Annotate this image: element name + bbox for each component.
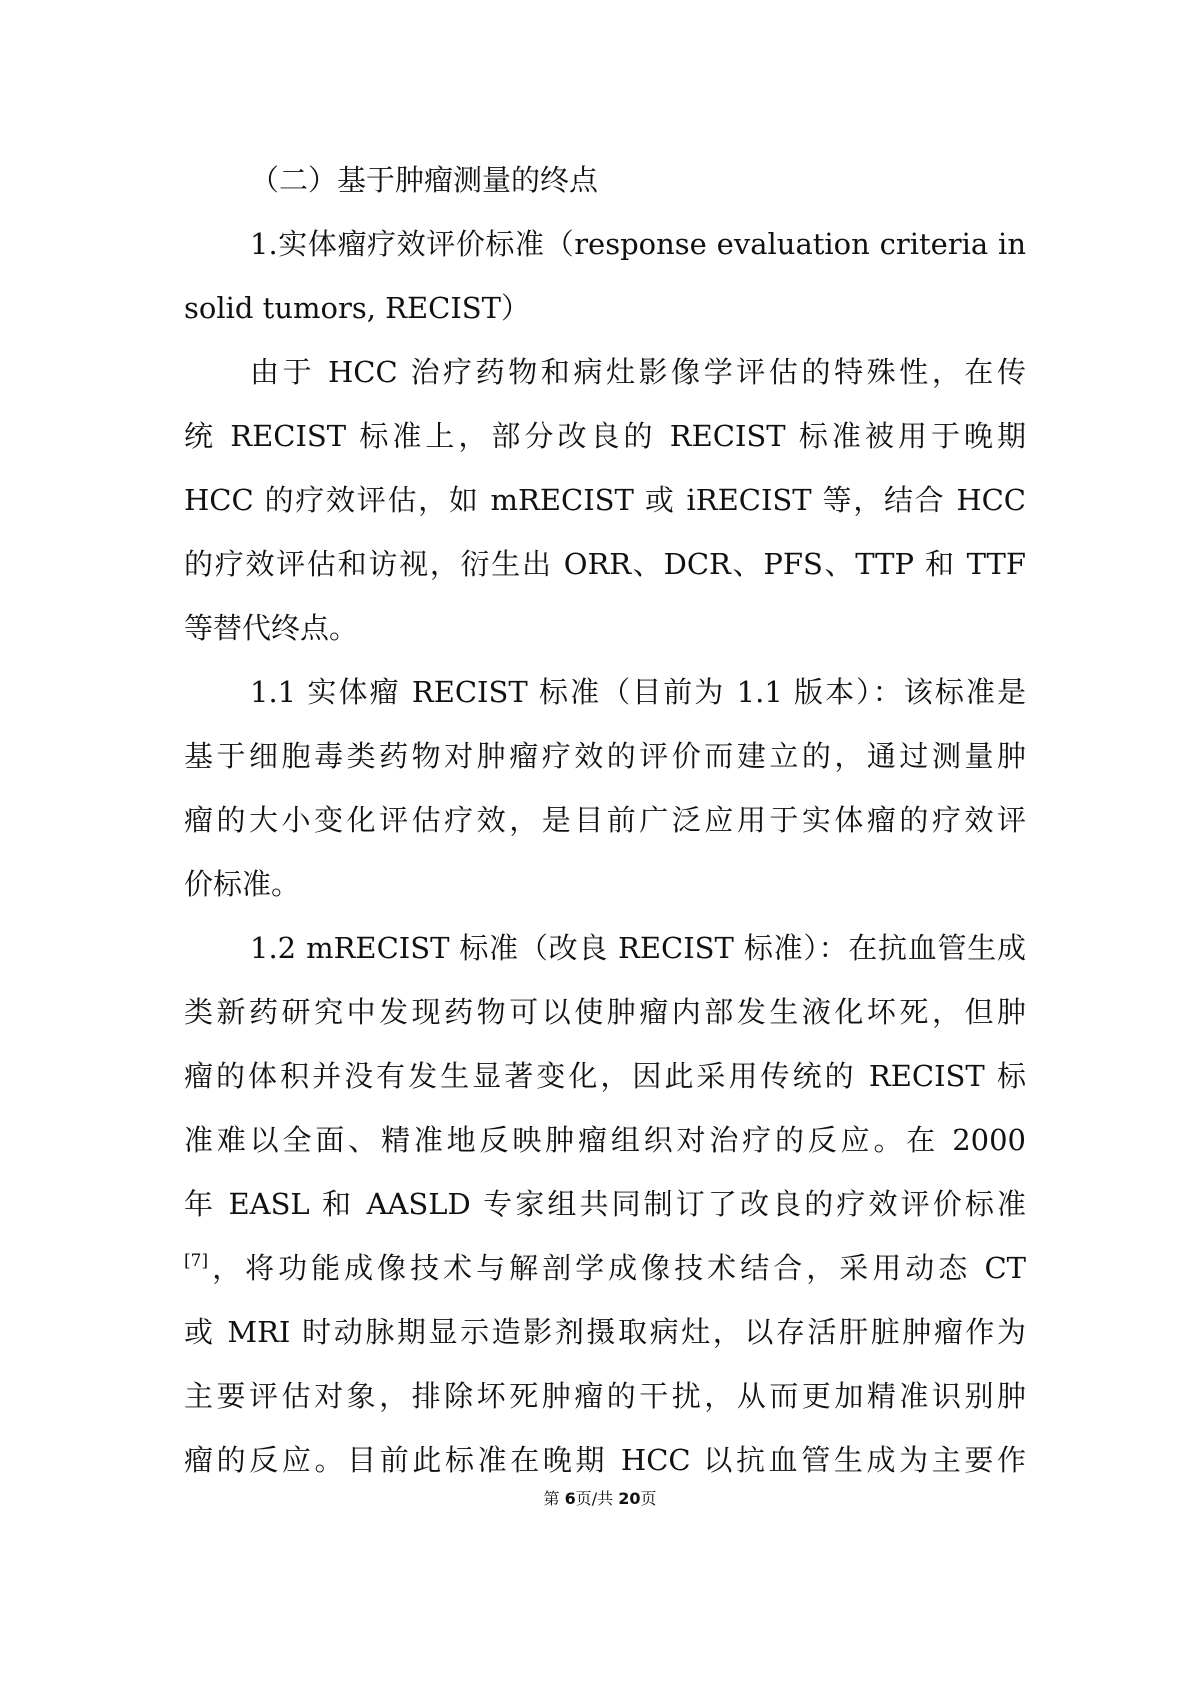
mrecist-line-9: 瘤的反应。目前此标准在晚期 HCC 以抗血管生成为主要作 (184, 1443, 1026, 1477)
footer-suffix: 页 (640, 1489, 657, 1508)
recist-1-1-line-3: 瘤的大小变化评估疗效，是目前广泛应用于实体瘤的疗效评 (184, 803, 1026, 837)
recist-title-line-2: solid tumors, RECIST） (184, 291, 531, 325)
intro-paragraph (184, 340, 1026, 660)
mrecist-line-6-text: ，将功能成像技术与解剖学成像技术结合，采用动态 CT (208, 1251, 1026, 1285)
section-heading: （二）基于肿瘤测量的终点 (250, 163, 599, 197)
intro-line-4: 的疗效评估和访视，衍生出 ORR、DCR、PFS、TTP 和 TTF (184, 547, 1026, 581)
page-footer (0, 1486, 1200, 1509)
intro-line-5: 等替代终点。 (184, 611, 359, 645)
intro-line-2: 统 RECIST 标准上，部分改良的 RECIST 标准被用于晚期 (184, 419, 1026, 453)
intro-line-1: 由于 HCC 治疗药物和病灶影像学评估的特殊性，在传 (250, 355, 1026, 389)
recist-1-1-line-1: 1.1 实体瘤 RECIST 标准（目前为 1.1 版本）：该标准是 (250, 675, 1026, 709)
recist-1-1-paragraph (184, 660, 1026, 916)
mrecist-line-6 (184, 1236, 1026, 1300)
mrecist-line-7: 或 MRI 时动脉期显示造影剂摄取病灶，以存活肝脏肿瘤作为 (184, 1315, 1026, 1349)
page-content (184, 148, 1026, 1492)
citation-reference: [7] (184, 1251, 209, 1271)
mrecist-line-4: 准难以全面、精准地反映肿瘤组织对治疗的反应。在 2000 (184, 1123, 1026, 1157)
intro-line-3: HCC 的疗效评估，如 mRECIST 或 iRECIST 等，结合 HCC (184, 483, 1026, 517)
recist-1-1-line-2: 基于细胞毒类药物对肿瘤疗效的评价而建立的，通过测量肿 (184, 739, 1026, 773)
mrecist-1-2-paragraph (184, 916, 1026, 1492)
mrecist-line-2: 类新药研究中发现药物可以使肿瘤内部发生液化坏死，但肿 (184, 995, 1026, 1029)
footer-current-page: 6 (564, 1489, 576, 1508)
recist-1-1-line-4: 价标准。 (184, 867, 301, 901)
recist-title-line-1: 1.实体瘤疗效评价标准（response evaluation criteria in (250, 227, 1026, 261)
footer-middle: 页/共 (575, 1489, 619, 1508)
mrecist-line-3: 瘤的体积并没有发生显著变化，因此采用传统的 RECIST 标 (184, 1059, 1026, 1093)
footer-total-pages: 20 (618, 1489, 641, 1508)
recist-title-paragraph (184, 212, 1026, 340)
mrecist-line-5: 年 EASL 和 AASLD 专家组共同制订了改良的疗效评价标准 (184, 1187, 1026, 1221)
footer-prefix: 第 (543, 1489, 565, 1508)
mrecist-line-8: 主要评估对象，排除坏死肿瘤的干扰，从而更加精准识别肿 (184, 1379, 1026, 1413)
mrecist-line-1: 1.2 mRECIST 标准（改良 RECIST 标准）：在抗血管生成 (250, 931, 1026, 965)
